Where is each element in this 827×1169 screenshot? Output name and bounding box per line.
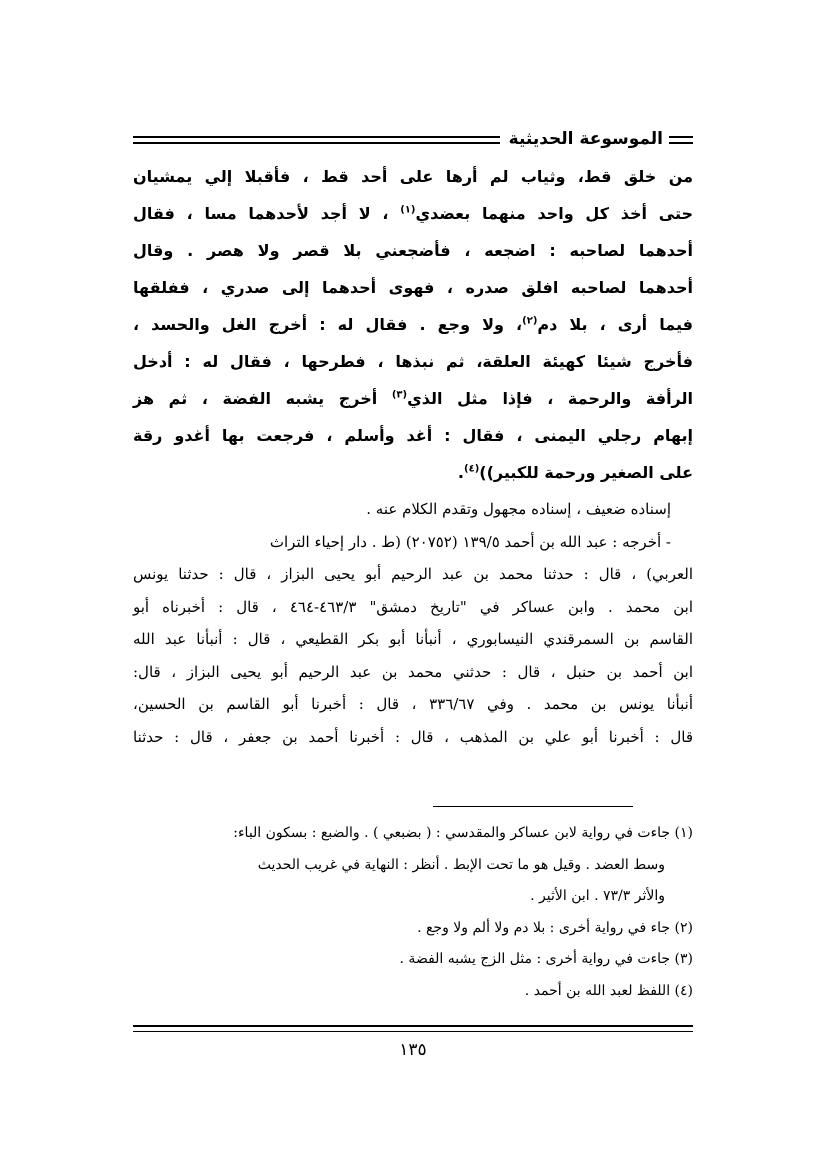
footnote-ref[interactable]: (٢) bbox=[522, 315, 538, 327]
header-rule-right-bottom bbox=[669, 142, 693, 144]
footnote-line: (٣) جاءت في رواية أخرى : مثل الزج يشبه الفضة . bbox=[399, 951, 693, 967]
hadith-line: فيما أرى ، بلا دم$^{(٢)}$، ولا وجع . فقال له : أخرج الغل والحسد ، bbox=[133, 315, 693, 334]
footnote-line: (١) جاءت في رواية لابن عساكر والمقدسي : ( بضبعي ) . والضبع : بسكون الباء: bbox=[233, 825, 693, 841]
hadith-line: على الصغير ورحمة للكبير))$^{(٤)}$. bbox=[457, 463, 693, 482]
header-title: الموسوعة الحديثية bbox=[508, 129, 663, 149]
commentary-line: إسناده ضعيف ، إسناده مجهول وتقدم الكلام عنه . bbox=[366, 500, 671, 518]
running-header bbox=[133, 128, 693, 150]
hadith-line: أحدهما لصاحبه : اضجعه ، فأضجعني بلا قصر ولا هصر . وقال bbox=[133, 241, 693, 260]
header-rule-right-top bbox=[669, 136, 693, 138]
commentary bbox=[133, 493, 693, 753]
hadith-line: إبهام رجلي اليمنى ، فقال : أغد وأسلم ، فرجعت بها أغدو رقة bbox=[133, 426, 693, 445]
commentary-line: العربي) ، قال : حدثنا محمد بن عبد الرحيم أبو يحيى البزاز ، قال : حدثنا يونس bbox=[133, 565, 693, 583]
header-rule-left-bottom bbox=[133, 142, 500, 144]
footnote-line: والأثر ٧٣/٣ . ابن الأثير . bbox=[530, 888, 665, 904]
commentary-line: القاسم بن السمرقندي النيسابوري ، أنبأنا أبو بكر القطيعي ، قال : أنبأنا عبد الله bbox=[133, 630, 693, 648]
footnote-line: وسط العضد . وقيل هو ما تحت الإبط . أنظر : النهاية في غريب الحديث bbox=[257, 856, 665, 873]
commentary-line: - أخرجه : عبد الله بن أحمد ١٣٩/٥ (٢٠٧٥٢) (ط . دار إحياء التراث bbox=[269, 532, 671, 551]
footer-rule-top bbox=[133, 1025, 693, 1027]
commentary-line: ابن محمد . وابن عساكر في "تاريخ دمشق" ٤٦٣/٣-٤٦٤ ، قال : أخبرناه أبو bbox=[133, 597, 694, 616]
footnote-ref[interactable]: (٣) bbox=[391, 389, 408, 401]
hadith-text bbox=[133, 158, 693, 491]
hadith-line: الرأفة والرحمة ، فإذا مثل الذي$^{(٣)}$ أخرج يشبه الفضة ، ثم هز bbox=[133, 389, 693, 408]
header-rule-left-top bbox=[133, 136, 500, 138]
hadith-line: أحدهما لصاحبه افلق صدره ، فهوى أحدهما إلى صدري ، ففلقها bbox=[133, 278, 693, 297]
footnote-separator bbox=[433, 806, 633, 807]
footnotes bbox=[133, 818, 693, 1007]
footnote-ref[interactable]: (٤) bbox=[464, 463, 480, 475]
footer-rule-bottom bbox=[133, 1031, 693, 1032]
footnote-line: (٤) اللفظ لعبد الله بن أحمد . bbox=[524, 982, 693, 999]
footnote-line: (٢) جاء في رواية أخرى : بلا دم ولا ألم ولا وجع . bbox=[417, 919, 693, 936]
hadith-line: حتى أخذ كل واحد منهما بعضدي$^{(١)}$ ، لا أجد لأحدهما مسا ، فقال bbox=[133, 204, 694, 223]
commentary-line: قال : أخبرنا أبو علي بن المذهب ، قال : أخبرنا أحمد بن جعفر ، قال : حدثنا bbox=[133, 727, 693, 746]
page-number: ١٣٥ bbox=[399, 1040, 427, 1060]
commentary-line: أنبأنا يونس بن محمد . وفي ٣٣٦/٦٧ ، قال : أخبرنا أبو القاسم بن الحسين، bbox=[133, 695, 693, 713]
hadith-line: فأخرج شيئا كهيئة العلقة، ثم نبذها ، فطرحها ، فقال له : أدخل bbox=[133, 352, 693, 371]
footnote-ref[interactable]: (١) bbox=[400, 204, 416, 216]
hadith-line: من خلق قط، وثياب لم أرها على أحد قط ، فأقبلا إلي يمشيان bbox=[133, 167, 693, 186]
commentary-line: ابن أحمد بن حنبل ، قال : حدثني محمد بن عبد الرحيم أبو يحيى البزاز ، قال: bbox=[133, 662, 693, 681]
